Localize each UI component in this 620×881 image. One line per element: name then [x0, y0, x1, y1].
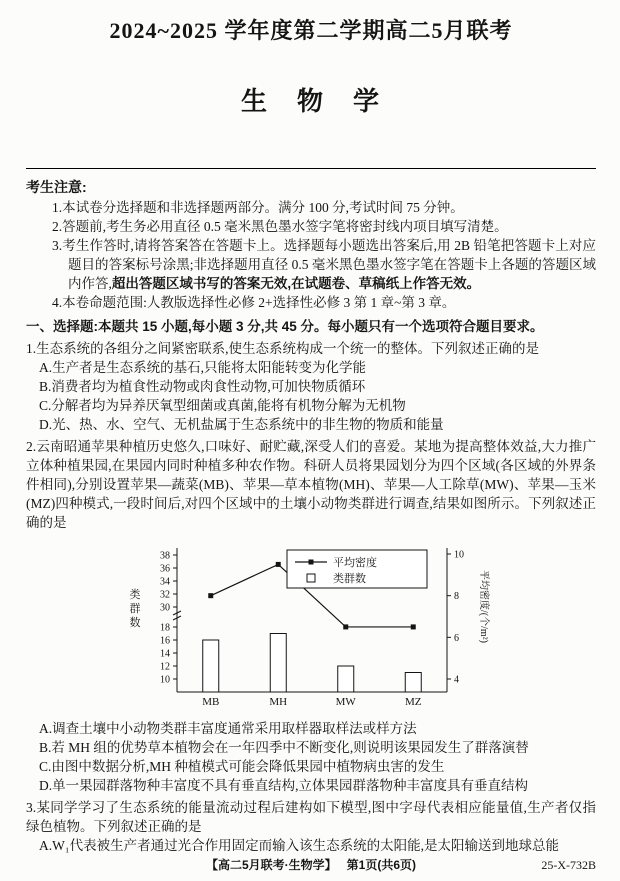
question-1: [26, 339, 596, 434]
subject-title: 生 物 学: [240, 87, 381, 116]
svg-text:18: 18: [160, 622, 170, 634]
bar-series: [203, 634, 422, 693]
question-1-option-c: C.分解者均为异养厌氧型细菌或真菌,能将有机物分解为无机物: [39, 398, 406, 413]
notice-item-3: [52, 236, 596, 293]
notice-item-4: 4.本卷命题范围:人教版选择性必修 2+选择性必修 3 第 1 章~第 3 章。: [52, 295, 456, 310]
right-axis-label: [478, 570, 491, 643]
question-2: [26, 437, 596, 795]
question-3-option-a: A.W₁代表被生产者通过光合作用固定而输入该生态系统的太阳能,是太阳输送到地球总能: [39, 838, 559, 853]
left-axis-label: [130, 587, 141, 629]
section-1-heading: 一、选择题:本题共 15 小题,每小题 3 分,共 45 分。每小题只有一个选项符合题目要求。: [26, 319, 544, 334]
notice-item-2: 2.答题前,考生务必用直径 0.5 毫米黑色墨水签字笔将密封线内项目填写清楚。: [52, 219, 508, 234]
question-2-option-a: A.调查土壤中小动物类群丰富度通常采用取样器取样法或样方法: [39, 721, 417, 736]
svg-text:16: 16: [160, 635, 170, 647]
notice-item-3-bold-text: 超出答题区域书写的答案无效,在试题卷、草稿纸上作答无效。: [111, 276, 481, 291]
question-2-option-b: B.若 MH 组的优势草本植物会在一年四季中不断变化,则说明该果园发生了群落演替: [39, 740, 529, 755]
notice-items: [26, 198, 596, 312]
svg-text:群: 群: [129, 603, 141, 615]
svg-text:MW: MW: [335, 696, 356, 708]
svg-text:4: 4: [454, 674, 459, 686]
svg-text:10: 10: [160, 674, 170, 686]
notice-section: [26, 178, 596, 312]
svg-text:MH: MH: [269, 696, 288, 708]
page-footer: [26, 856, 596, 873]
svg-text:10: 10: [454, 549, 464, 561]
svg-text:14: 14: [160, 648, 170, 660]
chart-legend: [287, 550, 427, 588]
svg-text:36: 36: [160, 563, 170, 575]
svg-text:MB: MB: [202, 696, 220, 708]
svg-text:MZ: MZ: [405, 696, 422, 708]
svg-text:平均密度: 平均密度: [333, 557, 377, 569]
notice-item-1: 1.本试卷分选择题和非选择题两部分。满分 100 分,考试时间 75 分钟。: [52, 200, 464, 215]
question-3: [26, 798, 596, 855]
svg-text:数: 数: [129, 617, 141, 629]
footer-code: 25-X-732B: [541, 858, 596, 872]
svg-text:30: 30: [160, 602, 170, 614]
svg-text:类群数: 类群数: [333, 573, 366, 585]
header-divider: [26, 168, 596, 169]
soil-animal-chart: [115, 534, 507, 712]
question-1-option-d: D.光、热、水、空气、无机盐属于生态系统中的非生物的物质和能量: [39, 417, 444, 432]
svg-text:12: 12: [160, 661, 170, 673]
question-2-figure: [115, 534, 507, 717]
svg-text:38: 38: [160, 550, 170, 562]
svg-text:类: 类: [129, 589, 141, 601]
svg-text:6: 6: [454, 632, 459, 644]
footer-exam-name: 【高二5月联考·生物学】: [205, 858, 337, 872]
svg-text:平均密度/(个/m²): 平均密度/(个/m²): [478, 570, 489, 643]
question-2-option-d: D.单一果园群落物种丰富度不具有垂直结构,立体果园群落物种丰富度具有垂直结构: [39, 778, 528, 793]
question-1-option-a: A.生产者是生态系统的基石,只能将太阳能转变为化学能: [39, 360, 366, 375]
exam-title: 2024~2025 学年度第二学期高二5月联考: [109, 18, 513, 43]
question-3-stem: 3.某同学学习了生态系统的能量流动过程后建构如下模型,图中字母代表相应能量值,生产者仅指绿色植物。下列叙述正确的是: [26, 800, 596, 834]
svg-text:8: 8: [454, 591, 459, 603]
question-2-stem: 2.云南昭通苹果种植历史悠久,口味好、耐贮藏,深受人们的喜爱。某地为提高整体效益,大力推广立体种植果园,在果园内同时种植多种农作物。科研人员将果园划分为四个区域(各区域的外界条件相同),分别设置苹果—蔬菜(MB)、苹果—草本植物(MH)、苹果—人工除草(MW)、苹果—玉米(MZ)四种模式,一段时间后,对四个区域中的土壤小动物类群进行调查,结果如图所示。下列叙述正确的是: [26, 439, 596, 530]
footer-page-number: 第1页(共6页): [346, 858, 416, 872]
notice-item-3-text: 3.考生作答时,请将答案答在答题卡上。选择题每小题选出答案后,用 2B 铅笔把答题卡上对应题目的答案标号涂黑;非选择题用直径 0.5 毫米黑色墨水签字笔在答题卡上各题的答题区域内作答,: [52, 238, 596, 291]
svg-text:32: 32: [160, 589, 170, 601]
question-1-option-b: B.消费者均为植食性动物或肉食性动物,可加快物质循环: [39, 379, 366, 394]
notice-heading: 考生注意:: [26, 179, 87, 195]
question-1-stem: 1.生态系统的各组分之间紧密联系,使生态系统构成一个统一的整体。下列叙述正确的是: [26, 341, 539, 356]
question-2-option-c: C.由图中数据分析,MH 种植模式可能会降低果园中植物病虫害的发生: [39, 759, 445, 774]
svg-text:34: 34: [160, 576, 170, 588]
